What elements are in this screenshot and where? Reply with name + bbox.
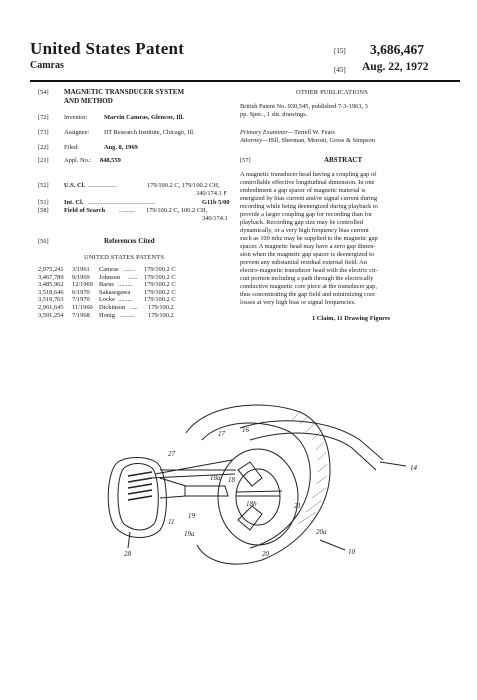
- abstract-line: provide a larger coupling gap for recording than for: [240, 211, 372, 218]
- conductor-plate-a: [185, 486, 228, 496]
- conductor-lead-1: [155, 460, 232, 474]
- class-field-label: Field of Search: [64, 207, 106, 214]
- bib-label-appl: Appl. No.:: [64, 157, 92, 164]
- hatch-line: [300, 416, 308, 424]
- attorney: Attorney—Hill, Sherman, Meroni, Gross & Simpson: [240, 137, 375, 144]
- hatch-line: [298, 512, 316, 524]
- bib-inventor: Marvin Camras, Glencoe, Ill.: [104, 114, 184, 121]
- coil-wire-1: [160, 478, 186, 486]
- figure-label-21: 21: [294, 502, 301, 510]
- hatch-line: [318, 464, 327, 472]
- hatch-line: [312, 432, 320, 440]
- ref-date: 3/1961: [72, 266, 90, 273]
- ref-number: 3,485,962: [38, 281, 64, 289]
- attorney-label: Attorney: [240, 137, 263, 144]
- pole-piece-lower: [238, 506, 262, 530]
- abstract-line: losses at very high bias or signal frequencies.: [240, 299, 356, 306]
- other-publications-line-1: British Patent No. 930,545, published 7-3-1963, 3: [240, 103, 368, 110]
- hatch-line: [316, 442, 324, 450]
- figure-label-19a: 19a: [184, 530, 195, 538]
- figure-label-28: 28: [124, 550, 131, 558]
- class-code-51: [51]: [38, 199, 49, 206]
- figure-label-19: 19: [188, 512, 195, 520]
- ref-date: 12/1969: [72, 281, 93, 289]
- other-publications-heading: OTHER PUBLICATIONS: [296, 89, 368, 96]
- abstract-line: A magnetic transducer head having a coupling gap of: [240, 171, 377, 178]
- bib-code-21: [21]: [38, 157, 49, 164]
- coil-loop-inner: [118, 464, 158, 531]
- abstract-line: sion when the magnetic gap spacer is deenergized to: [240, 251, 375, 258]
- bib-code-22: [22]: [38, 144, 49, 151]
- class-field-value: 179/100.2 C, 100.2 CH,: [146, 207, 208, 214]
- ref-leader: ......: [128, 273, 138, 281]
- abstract-line: conductive magnetic core piece at the transducer gap,: [240, 283, 377, 290]
- ref-name: Sakasegawa: [99, 288, 131, 296]
- bib-label-inventor: Inventor:: [64, 114, 88, 121]
- coil-winding: [128, 478, 152, 482]
- head-core-outer: [186, 405, 330, 564]
- ref-date: 11/1960: [72, 303, 93, 311]
- ref-date: 7/1970: [72, 296, 90, 304]
- references-subheading: UNITED STATES PATENTS: [84, 254, 165, 261]
- inner-ring-2: [236, 469, 280, 525]
- ref-leader: .......: [124, 266, 136, 273]
- abstract-line: controllable effective longitudinal dimension. In one: [240, 179, 375, 186]
- class-code-52: [52]: [38, 182, 49, 189]
- bib-filed: Aug. 8, 1969: [104, 144, 138, 151]
- ref-name: Locke: [99, 296, 115, 304]
- ref-name: Johnson: [99, 273, 120, 281]
- inner-ring: [218, 449, 298, 545]
- invention-title-line-1: MAGNETIC TRANSDUCER SYSTEM: [64, 88, 185, 96]
- patent-number: 3,686,467: [370, 42, 424, 57]
- attorney-name: Hill, Sherman, Meroni, Gross & Simpson: [268, 137, 375, 144]
- patent-date-code: [45]: [334, 66, 346, 74]
- ref-number: 3,591,254: [38, 311, 64, 319]
- primary-examiner: Primary Examiner—Terrell W. Fears: [240, 129, 336, 136]
- abstract-line: energized by bias current and/or signal current during: [240, 195, 378, 202]
- coil-winding: [128, 496, 152, 500]
- references-code: [56]: [38, 238, 49, 245]
- abstract-line: electro-magnetic transducer head with the electric cir-: [240, 267, 378, 274]
- ref-class: 179/100.2: [148, 303, 174, 311]
- other-publications-line-2: pp. Spec., 1 sht. drawings.: [240, 111, 308, 118]
- ref-class: 179/100.2 C: [144, 296, 176, 304]
- hatch-line: [306, 424, 314, 432]
- coil-winding: [128, 490, 152, 494]
- ref-name: Honig: [99, 311, 115, 319]
- hatch-line: [292, 412, 300, 420]
- figure-label-18: 18: [228, 476, 235, 484]
- ref-class: 179/100.2 C: [144, 281, 176, 289]
- bib-label-filed: Filed:: [64, 144, 79, 151]
- class-us-leader: ..................: [88, 182, 117, 189]
- figure-label-10: 10: [348, 548, 355, 556]
- class-field-value-2: 340/174.1: [202, 215, 228, 222]
- primary-examiner-label: Primary Examiner: [240, 129, 288, 136]
- ref-number: 2,961,645: [38, 303, 64, 311]
- class-code-58: [58]: [38, 207, 49, 214]
- figure-label-17: 17: [218, 430, 225, 438]
- hatch-line: [312, 488, 326, 498]
- lead-28: [128, 532, 130, 548]
- head-core-inner: [202, 423, 310, 548]
- pole-piece-upper: [238, 462, 262, 486]
- patent-number-code: [15]: [334, 47, 346, 55]
- patent-date: Aug. 22, 1972: [362, 61, 429, 73]
- ref-name: Barns: [99, 281, 114, 289]
- abstract-line: thus concentrating the gap field and minimizing core: [240, 291, 376, 298]
- ref-leader: .........: [120, 311, 135, 319]
- ref-number: 3,467,789: [38, 273, 64, 281]
- class-us-value: 179/100.2 C, 179/100.2 CH,: [147, 182, 220, 189]
- patent-title: United States Patent: [30, 39, 185, 58]
- claims-summary: 1 Claim, 11 Drawing Figures: [312, 315, 391, 322]
- bib-label-assignee: Assignee:: [64, 129, 90, 136]
- coil-winding: [128, 472, 152, 476]
- ref-class: 179/100.2 C: [144, 273, 176, 281]
- figure-label-20: 20: [262, 550, 269, 558]
- figure-label-18a: 18a: [210, 474, 221, 482]
- abstract-line: recording while being deenergized during playback to: [240, 203, 378, 210]
- ref-class: 179/100.2 C: [144, 288, 176, 296]
- ref-name: Camras: [99, 266, 119, 273]
- figure-label-18b: 18b: [246, 500, 257, 508]
- figure-label-20a: 20a: [316, 528, 327, 536]
- bib-code-54: [54]: [38, 89, 49, 96]
- ref-date: 6/1970: [72, 288, 90, 296]
- ref-number: 2,975,241: [38, 266, 64, 273]
- abstract-line: cuit portion including a path through the electrically: [240, 275, 374, 282]
- ref-leader: .....: [130, 303, 138, 311]
- coil-winding: [128, 484, 152, 488]
- class-int-leader: ..........................................: [88, 199, 156, 206]
- ref-date: 9/1969: [72, 273, 90, 281]
- class-int-label: Int. Cl.: [64, 199, 84, 206]
- arrow-14: [380, 462, 406, 466]
- abstract-code: [57]: [240, 157, 251, 164]
- ref-leader: .........: [118, 281, 133, 289]
- hatch-line: [318, 452, 326, 460]
- figure-label-14: 14: [410, 464, 417, 472]
- class-us-value-2: 340/174.1 F: [196, 190, 227, 197]
- primary-examiner-name: Terrell W. Fears: [294, 129, 336, 136]
- ref-number: 3,518,646: [38, 288, 64, 296]
- ref-name: Dickinson: [99, 303, 126, 311]
- class-us-label: U.S. Cl.: [64, 182, 85, 189]
- coil-wire-2: [160, 496, 186, 498]
- abstract-line: embodiment a gap spacer of magnetic material is: [240, 187, 366, 194]
- ref-date: 7/1968: [72, 311, 90, 319]
- coil-loop: [108, 458, 166, 538]
- class-field-leader: ..........: [119, 207, 135, 214]
- ref-number: 3,519,763: [38, 296, 64, 304]
- bib-appl-no: 848,559: [100, 157, 121, 164]
- figure-label-11: 11: [168, 518, 175, 526]
- arrow-10: [320, 540, 345, 550]
- bib-code-73: [73]: [38, 129, 49, 136]
- hatch-line: [316, 476, 327, 484]
- inventor-surname: Camras: [30, 60, 64, 71]
- class-int-value: G11b 5/00: [202, 199, 230, 206]
- ref-leader: .........: [118, 296, 133, 304]
- references-heading: References Cited: [104, 237, 155, 245]
- abstract-line: spacer. A magnetic head may have a zero gap dimen-: [240, 243, 376, 250]
- gap-slit-2: [236, 491, 282, 492]
- abstract-line: playback. Recording gap size may be controlled: [240, 219, 363, 226]
- invention-title-line-2: AND METHOD: [64, 97, 113, 105]
- abstract-line: dynamically, or a very high frequency bias current: [240, 227, 369, 234]
- abstract-line: such as 100 mhz may be supplied to the magnetic gap: [240, 235, 378, 242]
- abstract-heading: ABSTRACT: [324, 156, 363, 164]
- bib-code-72: [72]: [38, 114, 49, 121]
- figure-label-27: 27: [168, 450, 175, 458]
- ref-class: 179/100.2 C: [144, 266, 176, 273]
- abstract-line: prevent any substantial residual external field. An: [240, 259, 367, 266]
- figure-label-16: 16: [242, 426, 249, 434]
- bib-assignee: IIT Research Institute, Chicago, Ill.: [104, 129, 195, 136]
- ref-class: 179/100.2: [148, 311, 174, 319]
